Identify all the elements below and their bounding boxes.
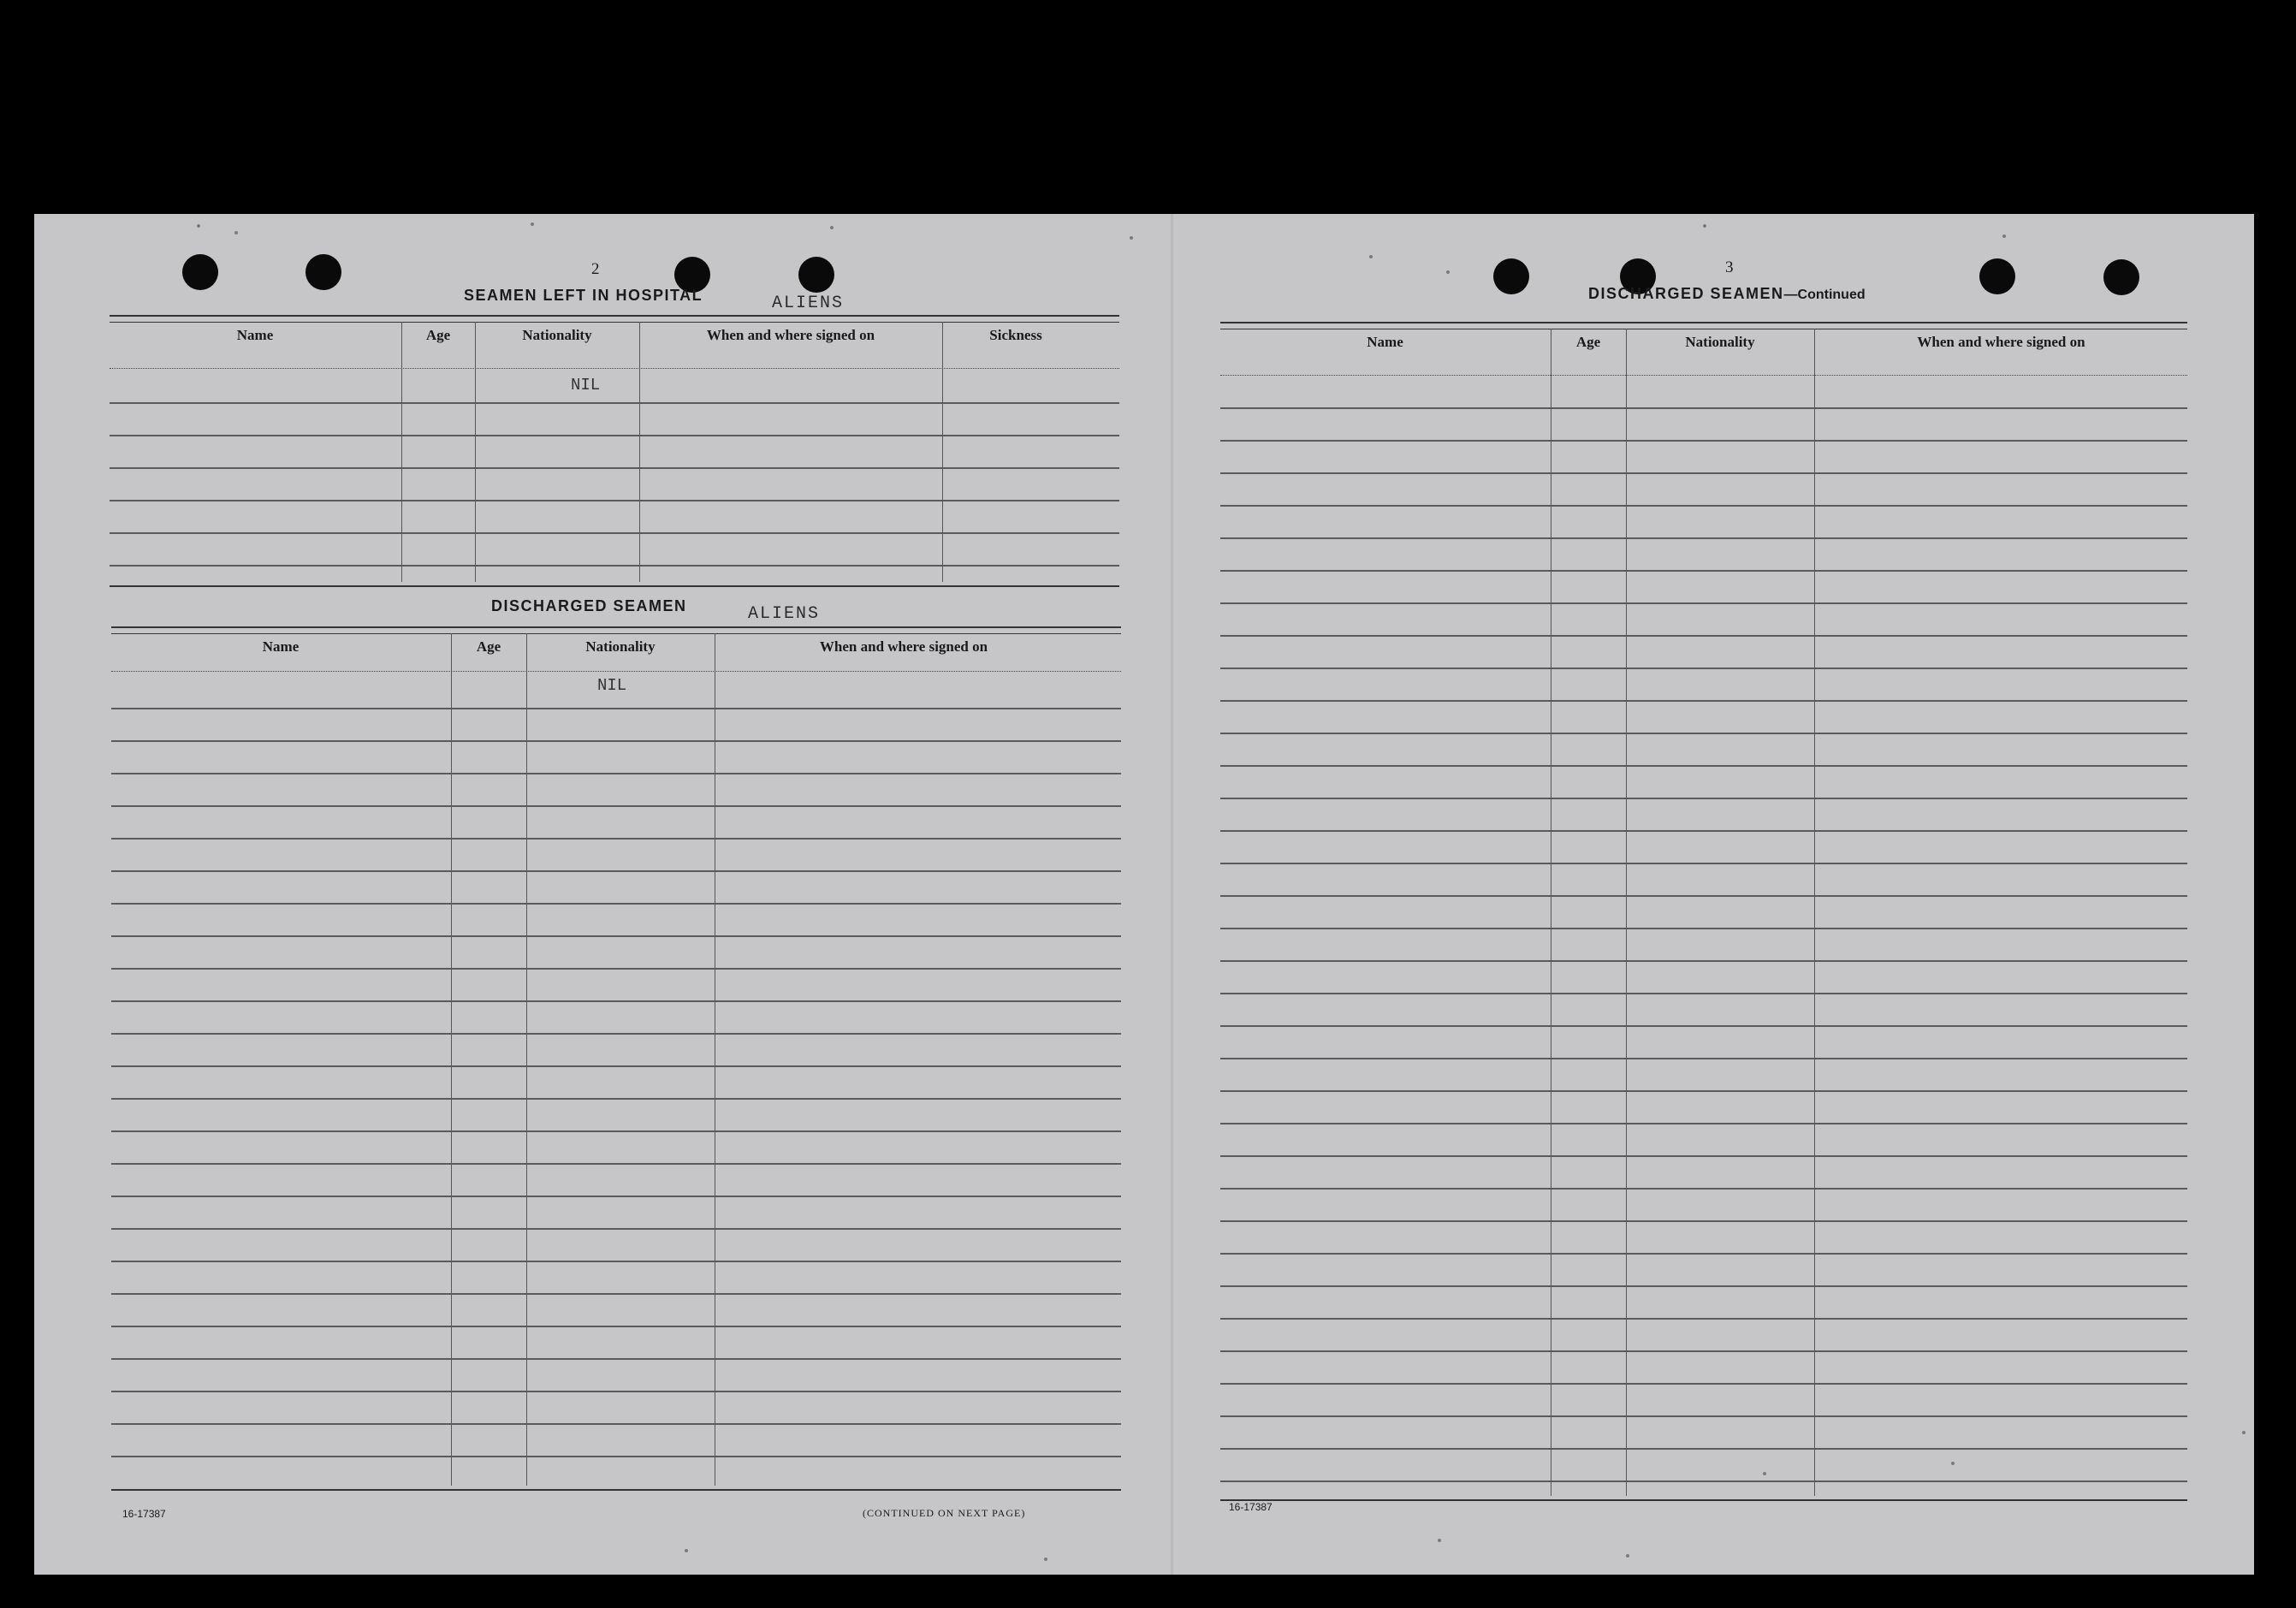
scan-speck [2002,234,2006,238]
row-rule [1220,1318,2187,1320]
column-header-signed-on: When and where signed on [1917,334,2085,350]
scan-speck [1763,1472,1766,1475]
column-header-signed-on: When and where signed on [819,638,988,655]
row-rule [111,838,1121,840]
row-rule [111,935,1121,937]
row-rule [1220,472,2187,474]
row-rule [1220,602,2187,604]
column-header-nationality: Nationality [522,327,592,343]
nil-entry: NIL [571,376,601,395]
scan-speck [531,223,534,226]
table-top-rule [111,626,1121,634]
section-title-discharged: DISCHARGED SEAMEN [491,597,687,614]
row-rule [111,870,1121,872]
row-rule [111,1098,1121,1100]
left-page [34,214,1172,1575]
table-bottom-rule [1220,1499,2187,1501]
row-rule [111,1293,1121,1295]
scan-speck [1951,1462,1955,1465]
header-separator [110,368,1119,369]
aliens-stamp: ALIENS [772,294,845,313]
row-rule [1220,993,2187,994]
form-number: 16-17387 [1229,1501,1273,1513]
row-rule [1220,700,2187,702]
row-rule [1220,1350,2187,1352]
aliens-stamp: ALIENS [748,604,821,624]
row-rule [111,773,1121,774]
row-rule [1220,1285,2187,1287]
column-divider [942,322,943,582]
column-divider [1814,329,1815,1496]
scan-speck [2242,1431,2246,1434]
column-header-sickness: Sickness [989,327,1042,343]
scan-speck [1438,1539,1441,1542]
row-rule [1220,1058,2187,1059]
section-title-discharged-continued [1588,285,1866,303]
scan-speck [197,224,200,228]
scan-speck [1369,255,1373,258]
row-rule [1220,1415,2187,1417]
row-rule [1220,765,2187,767]
row-rule [111,1065,1121,1067]
column-divider [401,322,402,582]
row-rule [1220,1123,2187,1124]
scan-speck [1130,236,1133,240]
row-rule [111,903,1121,905]
scan-speck [1446,270,1450,274]
column-header-age: Age [425,327,451,343]
title-main: DISCHARGED SEAMEN [1588,285,1784,302]
row-rule [1220,928,2187,929]
section-title-hospital: SEAMEN LEFT IN HOSPITAL [464,287,703,304]
row-rule [1220,733,2187,734]
column-header-name: Name [262,638,300,655]
row-rule [1220,668,2187,669]
page-number: 3 [1725,258,1734,276]
row-rule [110,435,1119,436]
column-divider [475,322,476,582]
row-rule [110,532,1119,534]
scan-speck [685,1549,688,1552]
row-rule [1220,863,2187,864]
row-rule [111,1163,1121,1165]
row-rule [1220,537,2187,539]
column-divider [639,322,640,582]
row-rule [1220,798,2187,799]
scan-speck [1044,1558,1047,1561]
table-top-rule [110,315,1119,323]
nil-entry: NIL [597,676,627,695]
column-header-nationality: Nationality [1685,334,1755,350]
row-rule [111,1326,1121,1327]
row-rule [111,1391,1121,1392]
row-rule [111,1358,1121,1360]
row-rule [1220,960,2187,962]
row-rule [1220,1025,2187,1027]
row-rule [1220,1090,2187,1092]
row-rule [111,1456,1121,1457]
row-rule [111,1000,1121,1002]
scan-speck [234,231,238,234]
scan-speck [1626,1554,1629,1558]
title-continued-suffix: —Continued [1783,288,1866,302]
row-rule [111,1261,1121,1262]
row-rule [1220,635,2187,637]
header-separator [1220,375,2187,376]
column-header-age: Age [476,638,501,655]
scan-speck [1703,224,1706,228]
row-rule [110,467,1119,469]
row-rule [111,708,1121,709]
row-rule [1220,1188,2187,1190]
row-rule [110,565,1119,567]
page-number: 2 [591,260,600,278]
row-rule [1220,1155,2187,1157]
row-rule [1220,1220,2187,1222]
row-rule [1220,407,2187,409]
row-rule [1220,1448,2187,1450]
table-bottom-rule [111,1489,1121,1491]
row-rule [1220,830,2187,832]
row-rule [111,740,1121,742]
row-rule [1220,895,2187,897]
scan-speck [830,226,834,229]
discharged-continued-table [1220,322,2187,1501]
discharged-table [111,626,1121,1491]
row-rule [110,500,1119,501]
row-rule [1220,1253,2187,1255]
scanned-sheet [34,214,2254,1575]
column-header-nationality: Nationality [585,638,656,655]
hospital-table [110,315,1119,587]
row-rule [110,402,1119,404]
column-header-age: Age [1575,334,1601,350]
row-rule [1220,1480,2187,1482]
row-rule [1220,1383,2187,1385]
row-rule [111,1196,1121,1197]
row-rule [1220,440,2187,442]
row-rule [111,1130,1121,1132]
row-rule [1220,570,2187,572]
table-top-rule [1220,322,2187,329]
column-header-name: Name [236,327,274,343]
row-rule [111,1423,1121,1425]
column-header-name: Name [1367,334,1403,350]
row-rule [1220,505,2187,507]
row-rule [111,1033,1121,1035]
continued-note: (CONTINUED ON NEXT PAGE) [863,1507,1026,1519]
row-rule [111,1228,1121,1230]
form-number: 16-17387 [122,1508,166,1520]
column-header-signed-on: When and where signed on [706,327,875,343]
row-rule [111,968,1121,970]
column-divider [1626,329,1627,1496]
table-bottom-rule [110,585,1119,587]
right-page [1172,214,2254,1575]
header-separator [111,671,1121,672]
row-rule [111,805,1121,807]
